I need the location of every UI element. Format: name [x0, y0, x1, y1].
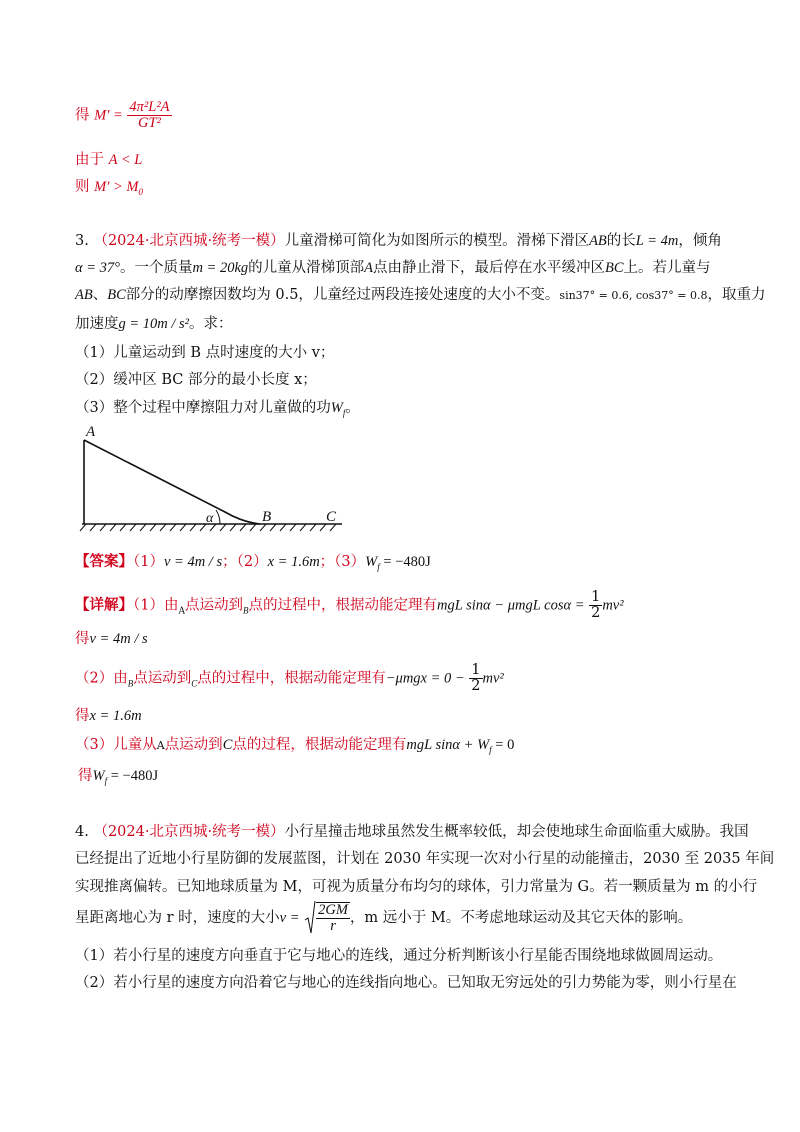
detail-result-1: [75, 627, 148, 648]
fraction-denominator: r: [330, 918, 336, 934]
q3-text: 。求：: [189, 316, 233, 332]
q4-line-2: 已经提出了近地小行星防御的发展蓝图，计划在 2030 年实现一次对小行星的动能撞击，2030 至 2035 年间: [75, 851, 775, 867]
diagram-label-b: B: [262, 509, 272, 525]
q3-subquestion-2: （2）缓冲区 BC 部分的最小长度 x；: [75, 372, 317, 388]
prefix-text: 得: [75, 708, 90, 724]
q4-line-1: [75, 820, 749, 841]
q3-trig-values: sin37° = 0.6, cos37° = 0.8: [559, 289, 708, 302]
subscript: f: [104, 775, 108, 786]
q3-length: L = 4m: [635, 233, 679, 249]
q3-text: 的长: [606, 233, 636, 249]
detail-point: C: [222, 737, 233, 753]
q3-segment: AB: [589, 233, 607, 249]
q3-subquestion-1: （1）儿童运动到 B 点时速度的大小 v；: [75, 345, 335, 361]
condition-text: 由于: [75, 152, 104, 168]
answer-work-value: = −480J: [379, 554, 431, 570]
answer-label: 【答案】: [75, 553, 133, 570]
detail-point: C: [191, 678, 198, 689]
detail-text: 点运动到: [164, 737, 223, 753]
q4-subquestion-1: （1）若小行星的速度方向垂直于它与地心的连线，通过分析判断该小行星能否围绕地球做圆周运动。: [75, 948, 723, 964]
q4-text: 小行星撞击地球虽然发生概率较低，却会使地球生命面临重大威胁。我国: [284, 824, 749, 840]
diagram-label-a: A: [86, 424, 96, 440]
diagram-label-alpha: α: [206, 511, 214, 526]
q3-subquestion-3: [75, 396, 360, 417]
detail-text: 点的过程中，根据动能定理有: [197, 670, 386, 687]
detail-fraction: [589, 590, 602, 621]
q3-mass: m = 20kg: [192, 260, 249, 276]
prefix-text: 得: [75, 107, 90, 124]
q3-segment: AB: [75, 287, 93, 303]
answer-length: x = 1.6m: [267, 554, 320, 570]
subscript: f: [377, 561, 380, 572]
conclusion-text: 则: [75, 179, 90, 195]
q3-gravity: g = 10m / s²: [118, 316, 190, 332]
q4-line-4: [75, 900, 692, 936]
subscript: f: [342, 407, 346, 418]
q3-text: 。: [345, 400, 360, 416]
detail-point: A: [178, 606, 185, 617]
sqrt-fraction: [316, 902, 350, 934]
detail-text: 点的过程中，根据动能定理有: [248, 597, 437, 614]
question-source: （2024·北京西城·统考一模）: [93, 233, 285, 249]
question-source: （2024·北京西城·统考一模）: [93, 824, 285, 840]
q3-text: 加速度: [75, 316, 119, 332]
q3-point: A: [364, 260, 374, 276]
q4-subquestion-2: （2）若小行星的速度方向沿着它与地心的连线指向地心。已知取无穷远处的引力势能为零，则小行星在: [75, 975, 737, 991]
diagram-label-c: C: [326, 509, 337, 525]
prefix-text: 得: [78, 768, 93, 784]
q3-line-3: [75, 283, 766, 304]
detail-result: v = 4m / s: [89, 631, 148, 647]
detail-text: （3）儿童从: [75, 737, 157, 753]
detail-text: （1）由: [133, 597, 179, 614]
subscript: f: [489, 744, 492, 755]
q3-text: 儿童滑梯可简化为如图所示的模型。滑梯下滑区: [284, 233, 590, 249]
q4-velocity-formula: v =: [279, 910, 300, 926]
result-line-mass: [75, 100, 172, 131]
sqrt-symbol: [304, 900, 350, 936]
q3-text: 上。若儿童与: [623, 260, 711, 276]
fraction-numerator: 1: [471, 662, 481, 678]
detail-equation: mgL sinα + W: [406, 737, 490, 753]
detail-point: B: [242, 605, 249, 616]
question-number: 4.: [75, 824, 89, 840]
conclusion-line: [75, 175, 143, 196]
q4-text: ，m 远小于 M。不考虑地球运动及其它天体的影响。: [349, 910, 693, 926]
detail-work-symbol: W: [92, 768, 105, 784]
detail-text: 点运动到: [184, 597, 243, 614]
q3-angle: α = 37°: [75, 260, 120, 276]
fraction-denominator: 2: [471, 678, 481, 694]
detail-step-1: [75, 590, 624, 621]
detail-point: B: [127, 678, 134, 689]
conclusion-formula: M′ > M: [94, 179, 139, 195]
q4-text: 星距离地心为 r 时，速度的大小: [75, 910, 280, 926]
detail-equation-tail: = 0: [491, 737, 515, 753]
detail-result: x = 1.6m: [89, 708, 142, 724]
answer-part: ；（3）: [319, 554, 366, 570]
q3-segment: BC: [605, 260, 624, 276]
fraction-denominator: GT²: [138, 115, 161, 131]
q3-line-1: [75, 229, 722, 250]
detail-step-3: [75, 733, 514, 754]
detail-result-3: [78, 764, 158, 785]
q3-line-4: [75, 312, 233, 333]
q3-line-2: [75, 256, 711, 277]
q4-line-3: 实现推离偏转。已知地球质量为 M，可视为质量分布均匀的球体，引力常量为 G。若一颗质量为 m 的小行: [75, 879, 758, 895]
q3-text: 的儿童从滑梯顶部: [248, 260, 365, 276]
detail-point: A: [156, 739, 165, 752]
condition-formula: A < L: [108, 152, 143, 168]
q3-text: 、: [92, 287, 108, 303]
answer-part: （1）: [133, 554, 164, 570]
condition-line: [75, 148, 142, 169]
answer-velocity: v = 4m / s: [163, 554, 223, 570]
fraction-numerator: 1: [591, 589, 601, 605]
detail-text: 点的过程，根据动能定理有: [232, 737, 407, 753]
detail-result: = −480J: [107, 768, 159, 784]
detail-label: 【详解】: [75, 596, 133, 614]
formula-fraction: [127, 100, 171, 131]
detail-text: （2）由: [75, 670, 128, 687]
question-number: 3.: [75, 233, 89, 249]
detail-text: 点运动到: [133, 670, 192, 687]
q3-segment: BC: [107, 287, 126, 303]
fraction-numerator: 4π²L²A: [129, 99, 170, 115]
q3-text: ，取重力: [707, 287, 766, 303]
detail-step-2: [75, 663, 504, 694]
detail-result-2: [75, 704, 142, 725]
q3-text: 。一个质量: [119, 260, 193, 276]
detail-equation-tail: mv²: [602, 597, 624, 614]
formula-lhs: M′ =: [94, 107, 123, 124]
fraction-numerator: 2GM: [318, 902, 348, 918]
detail-equation-tail: mv²: [482, 670, 504, 687]
prefix-text: 得: [75, 631, 90, 647]
q3-text: 部分的动摩擦因数均为 0.5，儿童经过两段连接处速度的大小不变。: [125, 287, 560, 303]
detail-equation: mgL sinα − μmgL cosα =: [436, 597, 585, 614]
answer-part: ；（2）: [222, 554, 268, 570]
slide-diagram: [70, 420, 350, 535]
q3-text: ，倾角: [678, 233, 722, 249]
answer-work-symbol: W: [365, 554, 378, 570]
q3-text: （3）整个过程中摩擦阻力对儿童做的功: [75, 400, 331, 416]
answer-line: [75, 550, 431, 571]
q3-text: 点由静止滑下，最后停在水平缓冲区: [373, 260, 606, 276]
subscript: 0: [138, 186, 143, 197]
fraction-denominator: 2: [591, 605, 601, 621]
q3-work-symbol: W: [330, 400, 343, 416]
diagram-slope: [84, 440, 260, 524]
detail-fraction: [469, 663, 482, 694]
diagram-angle-arc: [216, 510, 220, 524]
detail-equation: −μmgx = 0 −: [385, 670, 465, 687]
